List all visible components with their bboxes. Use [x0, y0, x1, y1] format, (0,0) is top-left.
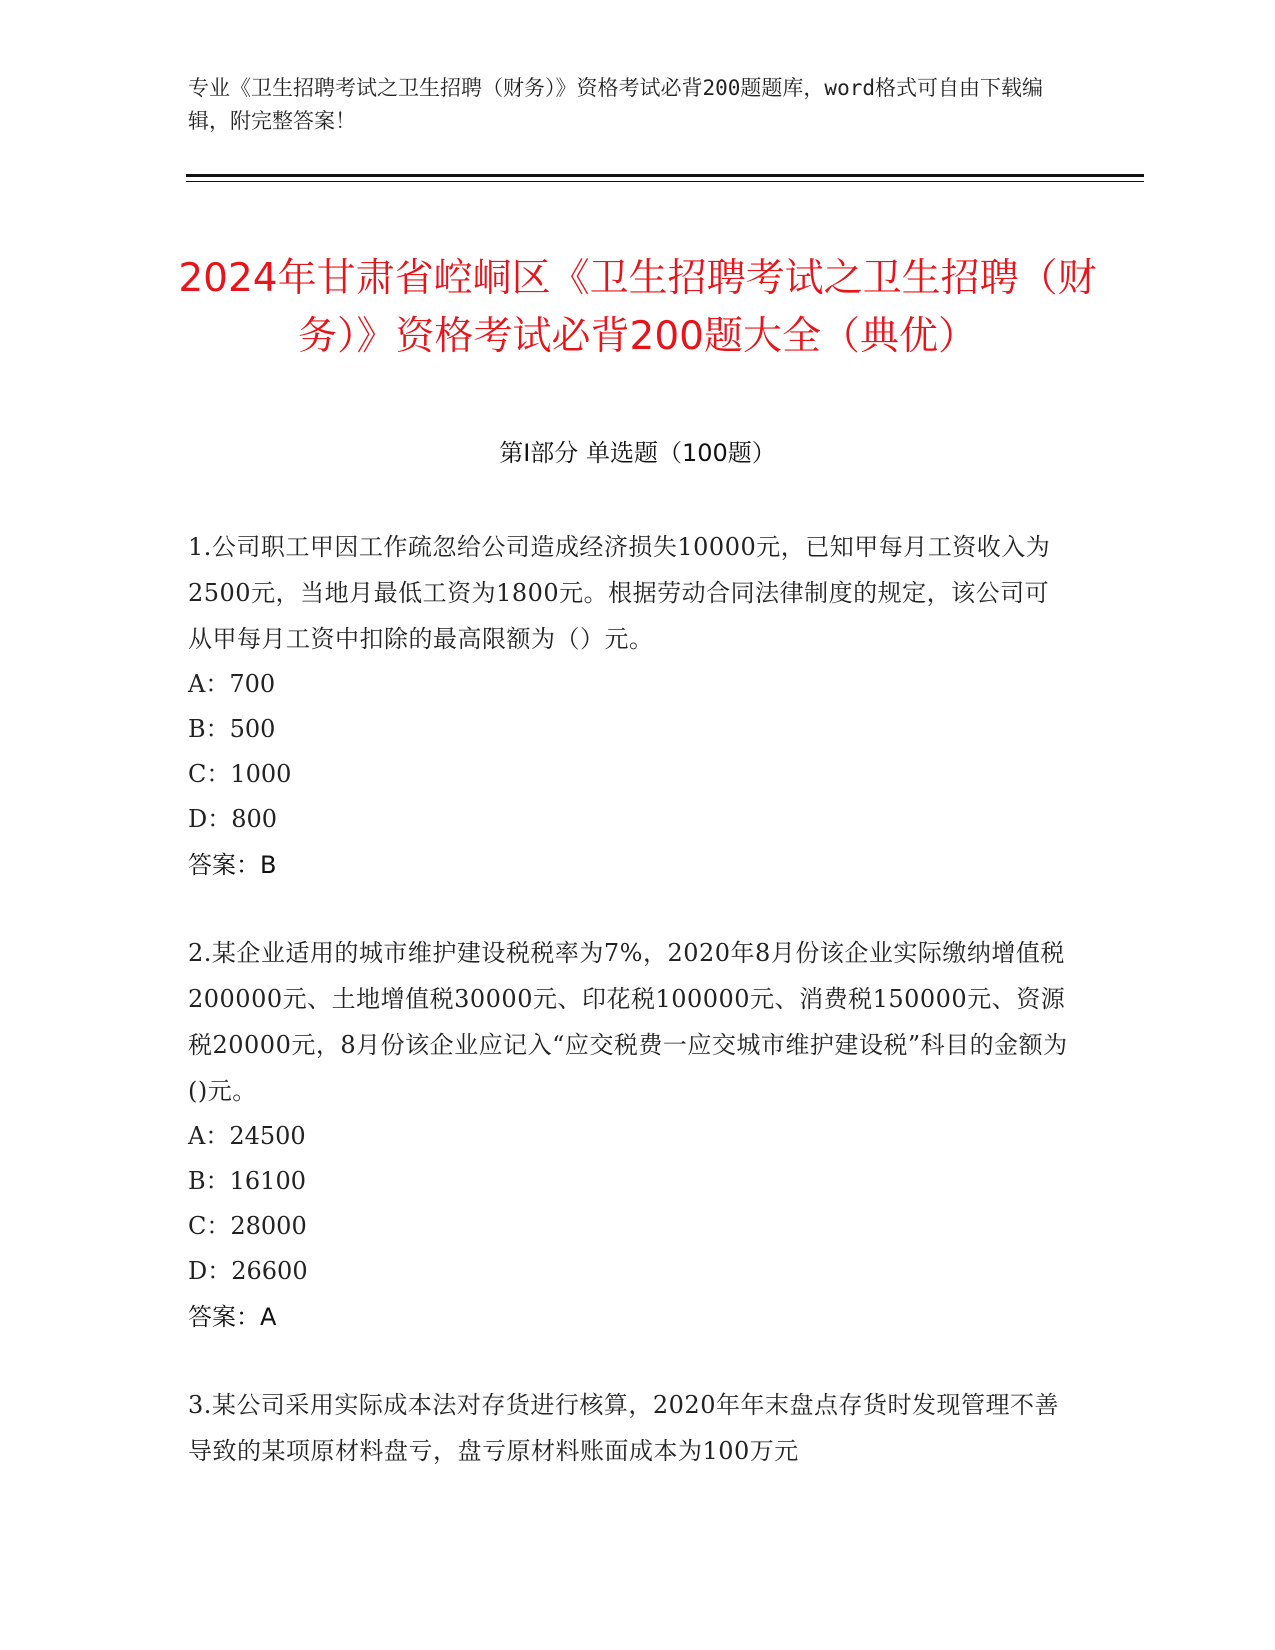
- answer: 答案：B: [188, 851, 277, 879]
- header-divider-thin: [186, 181, 1144, 182]
- option-b: B：500: [188, 715, 276, 743]
- answer: 答案：A: [188, 1303, 277, 1331]
- option-c: C：28000: [188, 1212, 307, 1240]
- option-a: A：700: [188, 670, 276, 698]
- option-d: D：800: [188, 805, 278, 833]
- header-note: 专业《卫生招聘考试之卫生招聘（财务）》资格考试必背200题题库，word格式可自由下载编辑，附完整答案！: [188, 76, 1043, 133]
- question-stem: 3.某公司采用实际成本法对存货进行核算，2020年年末盘点存货时发现管理不善导致的某项原材料盘亏，盘亏原材料账面成本为100万元: [188, 1391, 1059, 1465]
- question-stem: 1.公司职工甲因工作疏忽给公司造成经济损失10000元，已知甲每月工资收入为2500元，当地月最低工资为1800元。根据劳动合同法律制度的规定，该公司可从甲每月工资中扣除的最高限额为（）元。: [188, 533, 1051, 653]
- header-divider-thick: [186, 174, 1144, 177]
- question-1: [188, 524, 1068, 888]
- option-b: B：16100: [188, 1167, 306, 1195]
- question-stem: 2.某企业适用的城市维护建设税税率为7%，2020年8月份该企业实际缴纳增值税200000元、土地增值税30000元、印花税100000元、消费税150000元、资源税20000元，8月份该企业应记入“应交税费一应交城市维护建设税”科目的金额为()元。: [188, 939, 1068, 1105]
- option-d: D：26600: [188, 1257, 308, 1285]
- question-list: [188, 524, 1068, 1516]
- document-title: 2024年甘肃省崆峒区《卫生招聘考试之卫生招聘（财务）》资格考试必背200题大全（典优）: [178, 256, 1097, 360]
- option-a: A：24500: [188, 1122, 306, 1150]
- question-3: [188, 1382, 1068, 1474]
- option-c: C：1000: [188, 760, 292, 788]
- question-2: [188, 930, 1068, 1340]
- section-heading: 第I部分 单选题（100题）: [499, 439, 776, 467]
